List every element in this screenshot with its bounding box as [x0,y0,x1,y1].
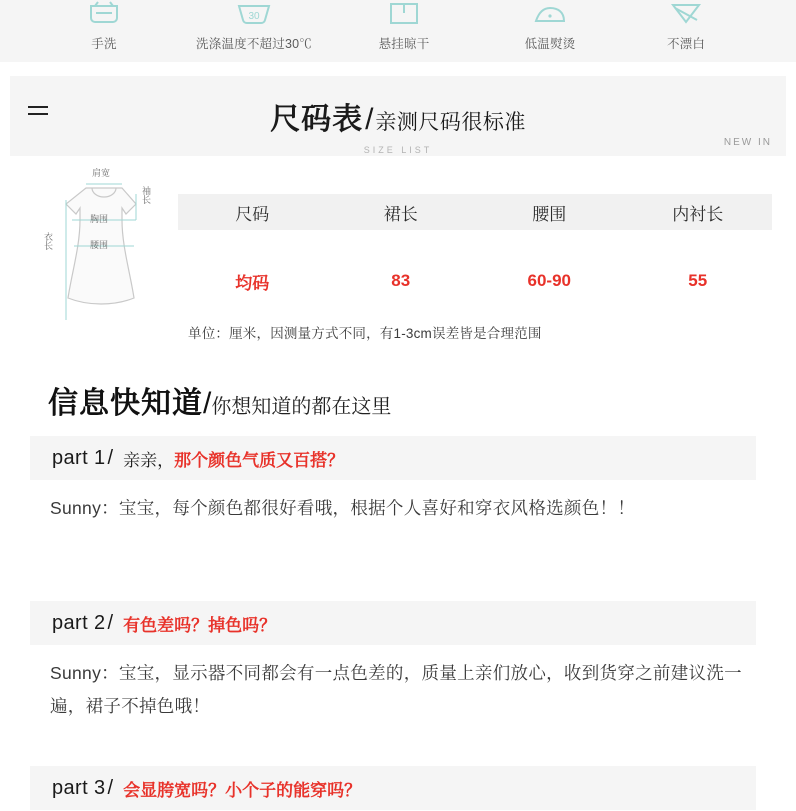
size-table-header-cell: 裙长 [383,204,418,224]
care-item [480,0,620,52]
qa-question-highlight: 有色差吗？掉色吗？ [123,615,277,635]
qa-answer: Sunny：宝宝，显示器不同都会有一点色差的，质量上亲们放心，收到货穿之前建议洗一遍，裙子不掉色哦！ [50,663,742,716]
info-section-title [48,378,391,422]
qa-part-label: part 1 [52,446,106,469]
size-table-header-cell: 内衬长 [672,204,724,224]
qa-question-prefix: 亲亲， [123,450,175,470]
care-item-label: 悬挂晾干 [378,37,430,51]
dress-measurement-diagram [44,170,164,350]
qa-question-highlight: 会显胯宽吗？小个子的能穿吗？ [123,780,362,800]
qa-part-label: part 3 [52,776,106,799]
diagram-label-sleeve: 袖长 [141,186,151,204]
qa-separator: / [107,446,114,469]
size-table-note: 单位：厘米，因测量方式不同，有1-3cm误差皆是合理范围 [188,326,542,341]
size-table-header-cell: 腰围 [532,204,567,224]
care-item-label: 低温熨烫 [524,37,576,51]
size-title-sub: 亲测尺码很标准 [375,111,526,134]
size-table-cell: 均码 [235,273,270,293]
info-title-sub: 你想知道的都在这里 [211,396,392,418]
care-item [616,0,756,52]
size-title-english: SIZE LIST [363,145,433,155]
qa-question-bar [30,601,756,645]
size-title-main: 尺码表 [270,103,364,136]
size-title-separator: / [365,103,374,136]
care-item [34,0,174,52]
size-table-cell: 60-90 [527,271,571,290]
new-in-label: NEW IN [723,137,772,148]
qa-answer: Sunny：宝宝，每个颜色都很好看哦，根据个人喜好和穿衣风格选颜色！！ [50,498,636,518]
hang-dry-icon [334,0,474,26]
size-table-row [178,246,772,316]
care-item-label: 洗涤温度不超过30℃ [196,37,312,51]
info-title-main: 信息快知道 [48,387,203,420]
size-list-title [10,94,786,155]
size-list-header-band [10,76,786,156]
care-instructions-strip [0,0,796,62]
qa-part-label: part 2 [52,611,106,634]
size-table [178,194,772,316]
size-table-header-row [178,194,772,230]
qa-separator: / [107,611,114,634]
qa-question-bar [30,436,756,480]
care-item [334,0,474,52]
qa-question-highlight: 那个颜色气质又百搭？ [174,450,345,470]
size-table-cell: 55 [688,271,708,290]
svg-text:30: 30 [248,11,260,22]
diagram-label-bust: 胸围 [90,214,109,224]
no-bleach-icon [616,0,756,26]
care-item-label: 不漂白 [666,37,706,51]
diagram-label-length: 衣长 [43,232,53,250]
care-item-label: 手洗 [91,37,117,51]
hand-wash-icon [34,0,174,26]
size-table-cell: 83 [391,271,411,290]
care-item [184,0,324,52]
qa-separator: / [107,776,114,799]
size-table-header-cell: 尺码 [235,204,270,224]
diagram-label-waist: 腰围 [90,240,109,250]
info-title-separator: / [203,387,212,420]
low-iron-icon [480,0,620,26]
wash-temp-30-icon [184,0,324,26]
qa-question-bar [30,766,756,810]
diagram-label-shoulder: 肩宽 [92,168,111,178]
